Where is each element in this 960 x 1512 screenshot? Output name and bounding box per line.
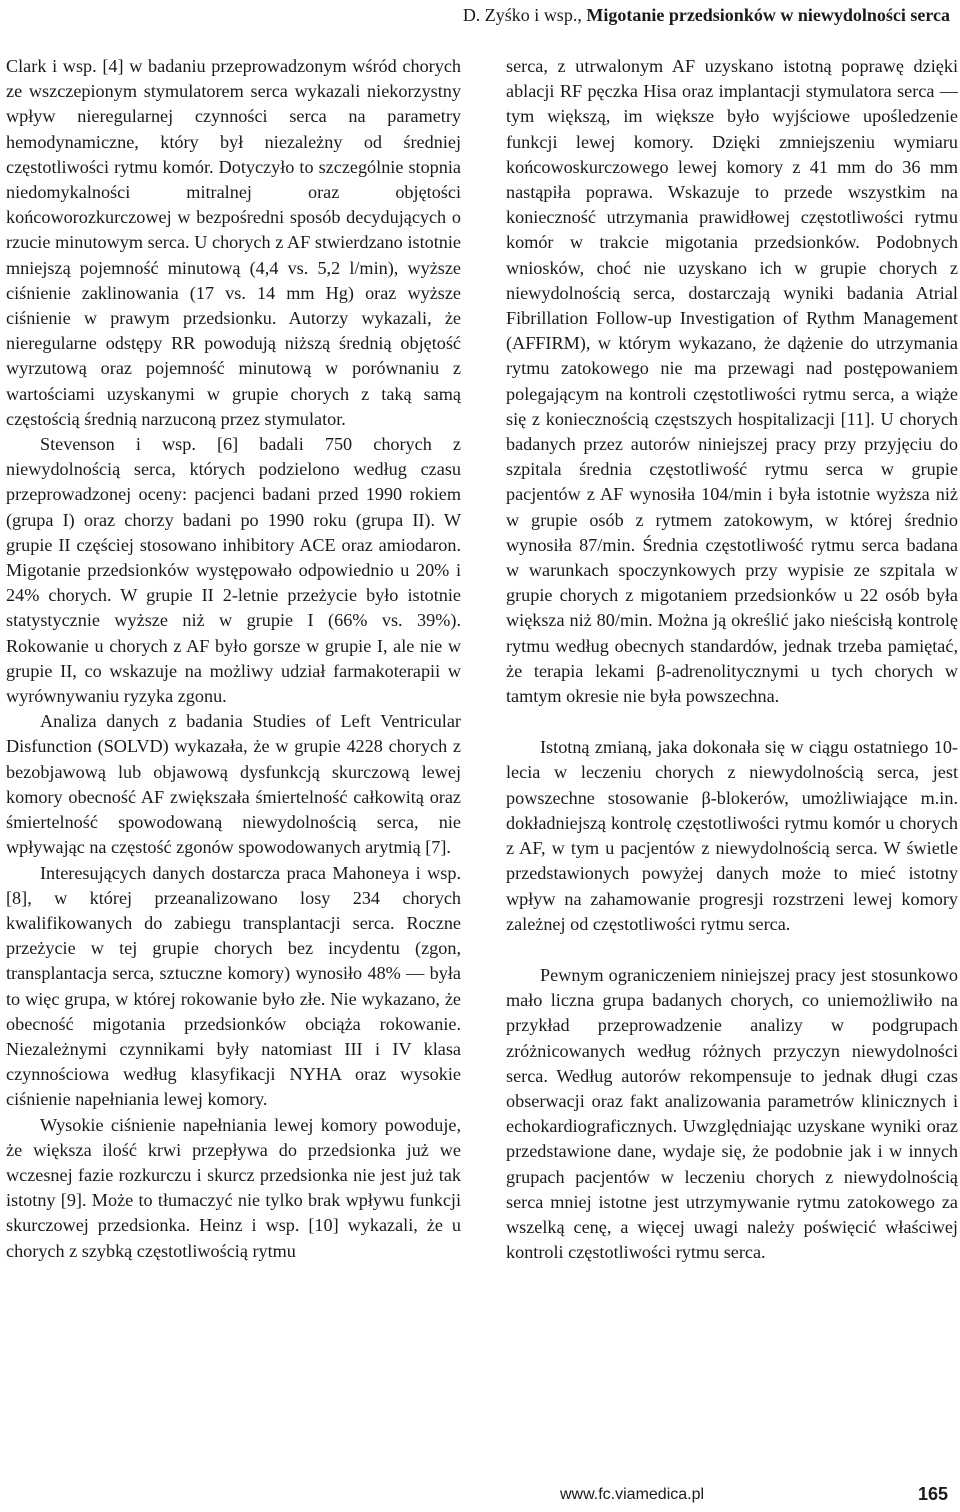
journal-url: www.fc.viamedica.pl <box>560 1486 705 1503</box>
paragraph: serca, z utrwalonym AF uzyskano istotną poprawę dzięki ablacji RF pęczka Hisa oraz implantacji stymulatora serca — tym większą, im większe było wyjściowe upośledzenie funkcji lewej komory. Dzięki zmniejszeniu wymiaru końcowoskurczowego lewej komory z 41 mm do 36 mm nastąpiła poprawa. Wskazuje to przede wszystkim na konieczność utrzymania prawidłowej częstotliwości rytmu komór w trakcie migotania przedsionków. Podobnych wniosków, choć nie uzyskano ich w grupie chorych z niewydolnością serca, dostarczają wyniki badania Atrial Fibrillation Follow-up Investigation of Rythm Management (AFFIRM), w którym wykazano, że dążenie do utrzymania rytmu zatokowego nie ma przewagi nad postępowaniem polegającym na kontroli częstotliwości rytmu serca, a wiąże się z koniecznością częstszych hospitalizacji [11]. U chorych badanych przez autorów niniejszej pracy przy przyjęciu do szpitala średnia częstotliwość rytmu serca w grupie pacjentów z AF wynosiła 104/min i była istotnie wyższa niż w grupie osób z rytmem zatokowym, w której średnio wynosiła 87/min. Średnia częstotliwość rytmu serca badana w warunkach spoczynkowych przy wypisie ze szpitala w grupie chorych z migotaniem przedsionków u 22 osób była większa niż 80/min. Można ją określić jako nieścisłą kontrolę rytmu według obecnych standardów, jednak trzeba pamiętać, że terapia lekami β-adrenolitycznymi u tych chorych w tamtym okresie nie była powszechna. <box>506 56 958 707</box>
paragraph: Istotną zmianą, jaka dokonała się w ciągu ostatniego 10-lecia w leczeniu chorych z niewydolnością serca, jest powszechne stosowanie β-blokerów, umożliwiające m.in. dokładniejszą kontrolę częstotliwości rytmu komór u chorych z AF, w tym u pacjentów z niewydolnością serca. W świetle przedstawionych powyżej danych może to mieć istotny wpływ na zahamowanie progresji rozstrzeni lewej komory zależnej od częstotliwości rytmu serca. <box>506 737 958 934</box>
paragraph: Interesujących danych dostarcza praca Mahoneya i wsp. [8], w której przeanalizowano losy 234 chorych kwalifikowanych do zabiegu transplantacji serca. Roczne przeżycie w tej grupie chorych bez incydentu (zgon, transplantacja serca, sztuczne komory) wynosiło 48% — była to więc grupa, w której rokowanie było złe. Nie wykazano, że obecność migotania przedsionków obciąża rokowanie. Niezależnymi czynnikami były natomiast III i IV klasa czynnościowa według klasyfikacji NYHA oraz wysokie ciśnienie napełniania lewej komory. <box>6 862 461 1110</box>
running-head-title: Migotanie przedsionków w niewydolności serca <box>586 5 950 25</box>
paragraph: Analiza danych z badania Studies of Left Ventricular Disfunction (SOLVD) wykazała, że w grupie 4228 chorych z bezobjawową lub objawową dysfunkcją skurczową lewej komory obecność AF zwiększała śmiertelność całkowitą oraz śmiertelność spowodowaną niewydolnością serca, nie wpływając na częstość zgonów spowodowanych arytmią [7]. <box>6 711 461 858</box>
running-head-authors: D. Zyśko i wsp., <box>462 5 582 25</box>
paragraph: Pewnym ograniczeniem niniejszej pracy jest stosunkowo mało liczna grupa badanych chorych, co uniemożliwiło na przykład przeprowadzenie analizy w podgrupach zróżnicowanych według różnych przyczyn niewydolności serca. Według autorów rekompensuje to jednak długi czas obserwacji oraz fakt analizowania parametrów klinicznych i echokardiograficznych. Uwzględniając uzyskane wyniki oraz przedstawione dane, wydaje się, że podobnie jak i w innych grupach pacjentów w leczeniu chorych z niewydolnością serca mniej istotne jest utrzymywanie rytmu zatokowego za wszelką cenę, a więcej uwagi należy poświęcić właściwej kontroli częstotliwości rytmu serca. <box>506 964 958 1263</box>
right-column <box>506 54 958 1265</box>
paragraph: Wysokie ciśnienie napełniania lewej komory powoduje, że większa ilość krwi przepływa do przedsionka już we wczesnej fazie rozkurczu i skurcz przedsionka nie jest już tak istotny [9]. Może to tłumaczyć nie tylko brak wpływu funkcji skurczowej przedsionka. Heinz i wsp. [10] wykazali, że u chorych z szybką częstotliwością rytmu <box>6 1114 461 1261</box>
paragraph: Clark i wsp. [4] w badaniu przeprowadzonym wśród chorych ze wszczepionym stymulatorem serca wykazali niekorzystny wpływ nieregularnej czynności serca na parametry hemodynamiczne, który był niezależny od średniej częstotliwości rytmu komór. Dotyczyło to szczególnie stopnia niedomykalności mitralnej oraz objętości końcoworozkurczowej w bezpośredni sposób decydujących o rzucie minutowym serca. U chorych z AF stwierdzano istotnie mniejszą pojemność minutową (4,4 vs. 5,2 l/min), wyższe ciśnienie zaklinowania (17 vs. 14 mm Hg) oraz wyższe ciśnienie w prawym przedsionku. Autorzy wykazali, że nieregularne odstępy RR powodują niższą średnią objętość wyrzutową oraz pojemność minutową w porównaniu z wartościami uzyskanymi w grupie chorych z taką samą częstością średnią narzuconą przez stymulator. <box>6 56 461 429</box>
running-head <box>463 2 950 28</box>
left-column <box>6 54 461 1264</box>
page-number: 165 <box>917 1484 948 1504</box>
paragraph: Stevenson i wsp. [6] badali 750 chorych z niewydolnością serca, których podzielono według czasu przeprowadzonej oceny: pacjenci badani przed 1990 rokiem (grupa I) oraz chorzy badani po 1990 roku (grupa II). W grupie II częściej stosowano inhibitory ACE oraz amiodaron. Migotanie przedsionków występowało odpowiednio u 20% i 24% chorych. W grupie II 2-letnie przeżycie było istotnie statystycznie wyższe niż w grupie I (66% vs. 39%). Rokowanie u chorych z AF było gorsze w grupie I, ale nie w grupie II, co wskazuje na możliwy udział farmakoterapii w wyrównywaniu ryzyka zgonu. <box>6 434 461 707</box>
